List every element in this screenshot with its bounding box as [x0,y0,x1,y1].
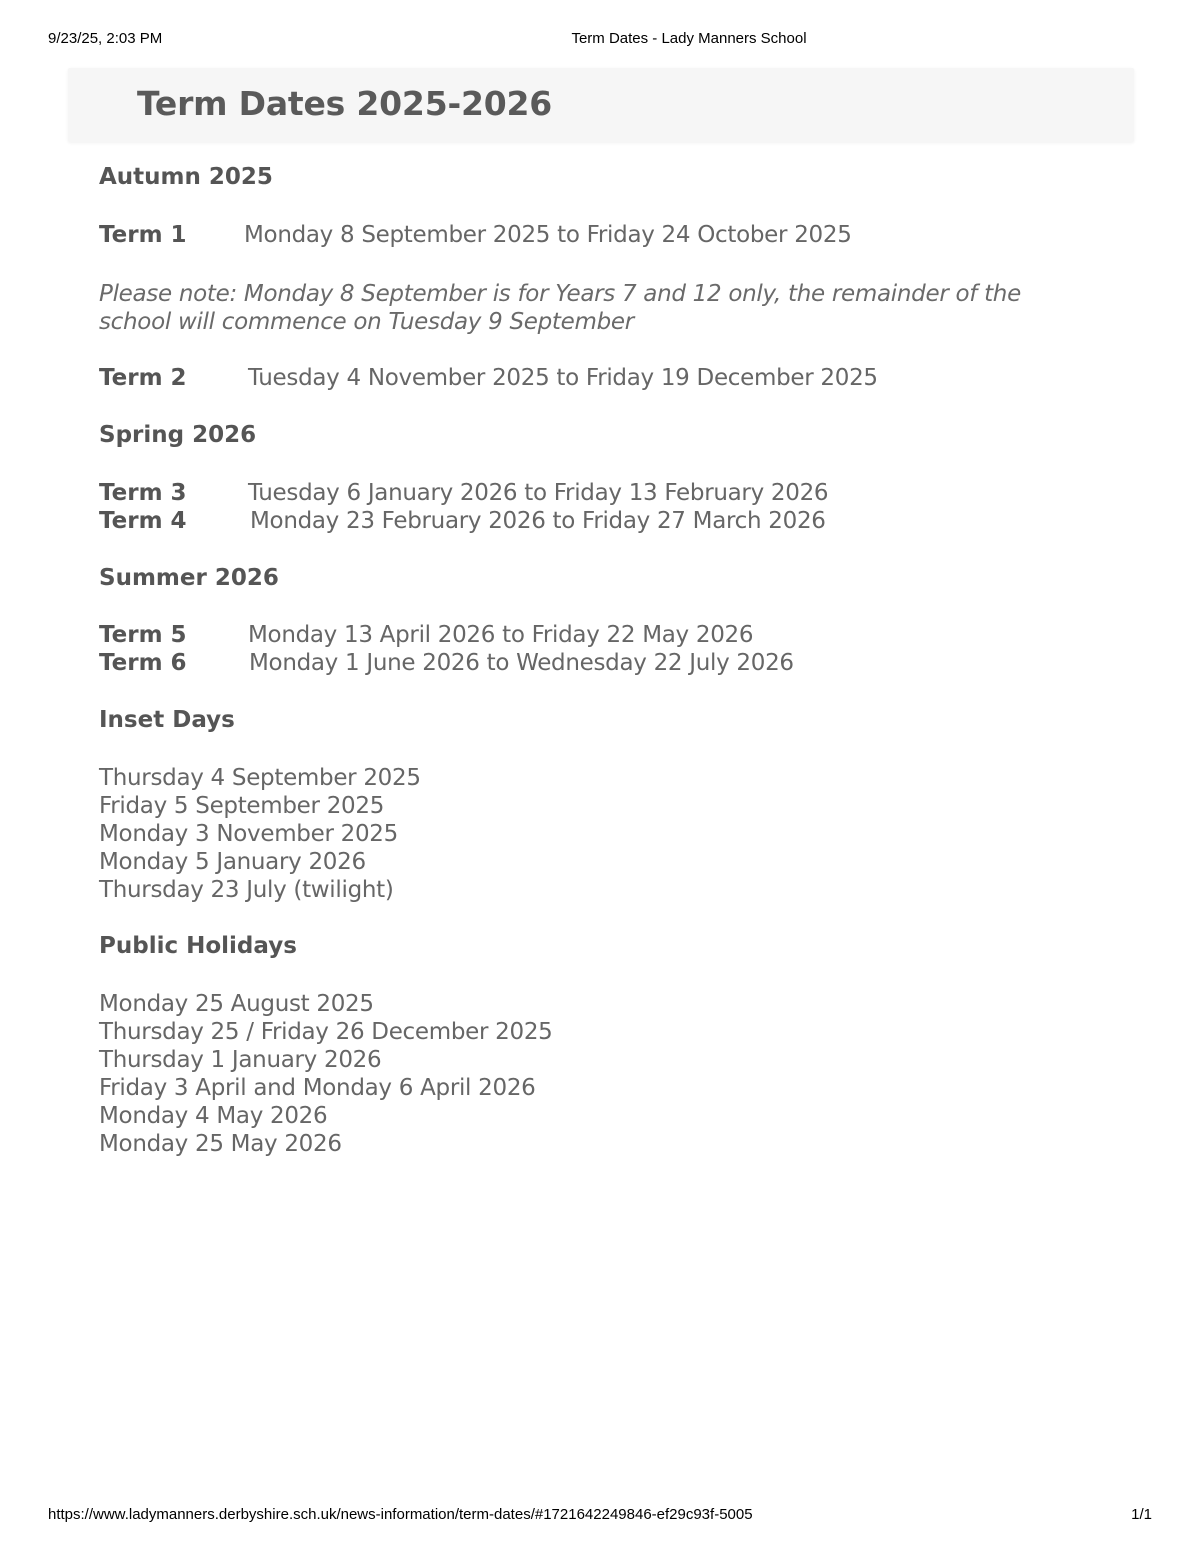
inset-days-list [99,764,421,904]
list-item: Monday 3 November 2025 [99,821,398,847]
term-label: Term 5 [99,622,187,648]
section-heading-inset: Inset Days [99,707,235,733]
section-heading-autumn: Autumn 2025 [99,164,273,190]
print-timestamp: 9/23/25, 2:03 PM [48,30,163,47]
list-item: Friday 5 September 2025 [99,793,385,819]
list-item: Thursday 23 July (twilight) [99,877,394,903]
term-dates: Monday 1 June 2026 to Wednesday 22 July 2026 [249,650,794,676]
term-label: Term 3 [99,480,187,506]
page-title-banner [68,68,1134,142]
print-url: https://www.ladymanners.derbyshire.sch.uk/news-information/term-dates/#1721642249846-ef29c93f-5005 [48,1506,753,1523]
list-item: Monday 25 May 2026 [99,1131,342,1157]
list-item: Monday 25 August 2025 [99,991,374,1017]
list-item: Friday 3 April and Monday 6 April 2026 [99,1075,536,1101]
term-dates: Monday 13 April 2026 to Friday 22 May 2026 [248,622,754,648]
print-footer [0,1506,1200,1526]
list-item: Monday 4 May 2026 [99,1103,328,1129]
list-item: Thursday 25 / Friday 26 December 2025 [99,1019,553,1045]
section-heading-spring: Spring 2026 [99,422,257,448]
term-label: Term 2 [99,365,187,391]
page-title: Term Dates 2025-2026 [137,84,552,123]
section-heading-summer: Summer 2026 [99,565,279,591]
term-label: Term 6 [99,650,187,676]
list-item: Thursday 1 January 2026 [99,1047,382,1073]
print-document-title: Term Dates - Lady Manners School [571,30,807,47]
term-dates: Monday 8 September 2025 to Friday 24 October 2025 [244,222,852,248]
print-header [0,30,1200,50]
term-dates: Tuesday 6 January 2026 to Friday 13 February 2026 [248,480,829,506]
term-dates: Monday 23 February 2026 to Friday 27 March 2026 [250,508,826,534]
autumn-note: Please note: Monday 8 September is for Years 7 and 12 only, the remainder of the school will commence on Tuesday 9 September [99,281,1021,335]
term-label: Term 1 [99,222,187,248]
term-dates: Tuesday 4 November 2025 to Friday 19 December 2025 [248,365,878,391]
page-number: 1/1 [1131,1506,1152,1523]
section-heading-public-holidays: Public Holidays [99,933,297,959]
list-item: Monday 5 January 2026 [99,849,366,875]
public-holidays-list [99,990,553,1158]
term-label: Term 4 [99,508,187,534]
list-item: Thursday 4 September 2025 [99,765,421,791]
